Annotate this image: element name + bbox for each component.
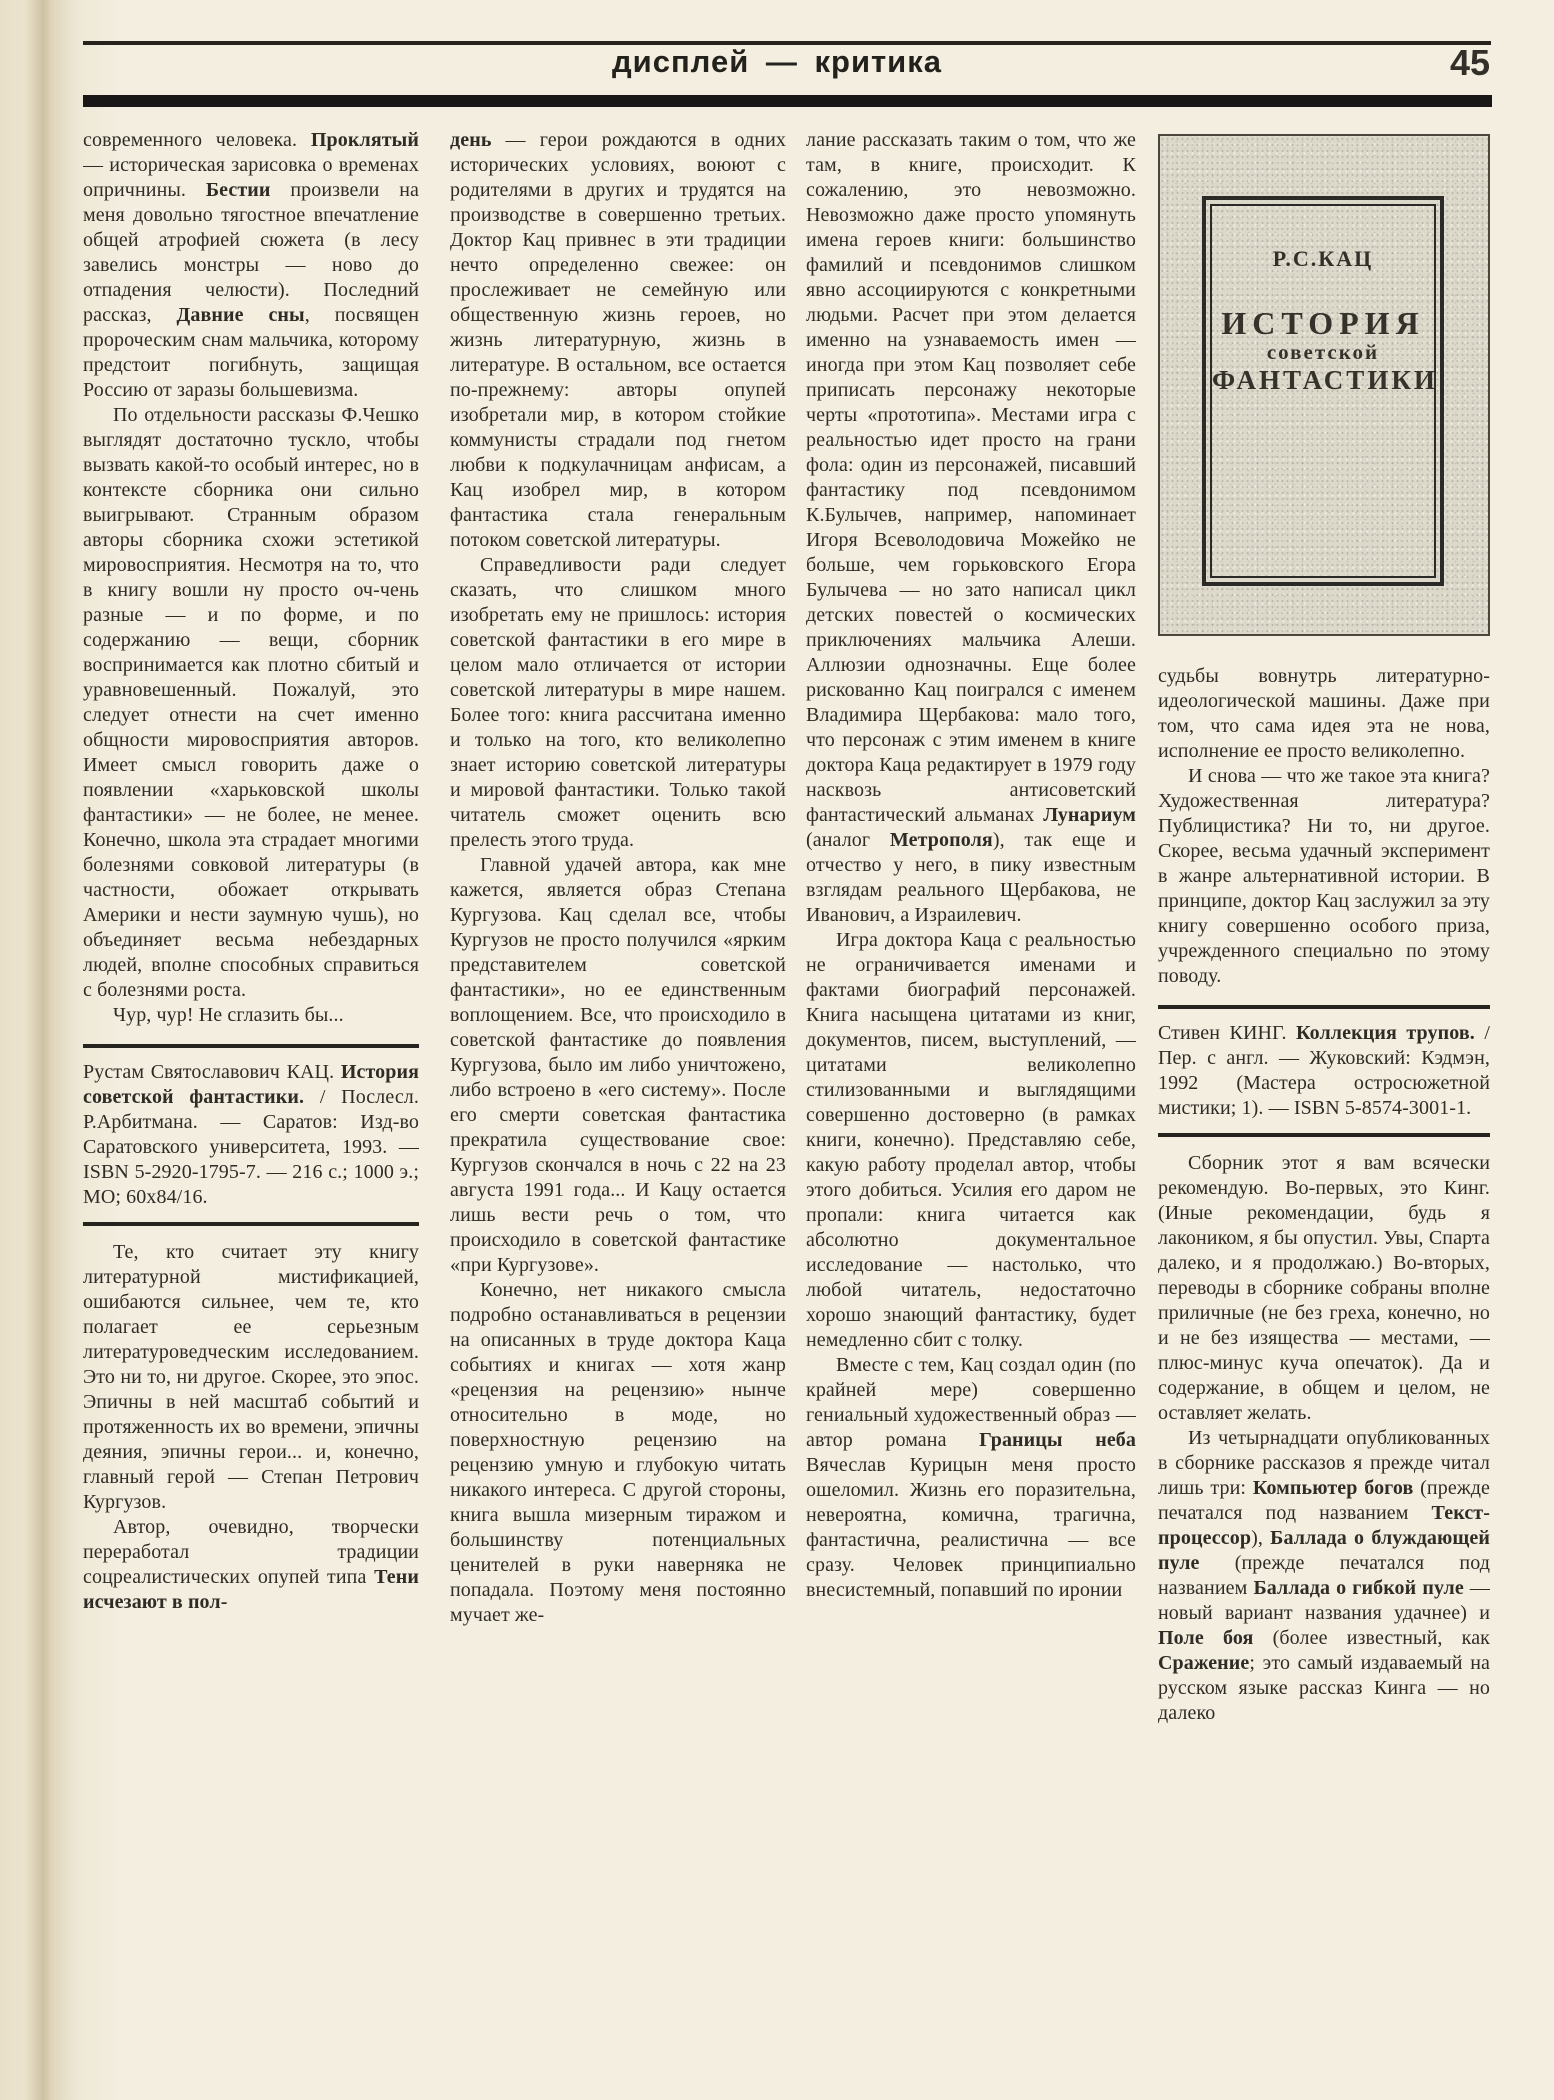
- paragraph: Чур, чур! Не сглазить бы...: [113, 1004, 344, 1026]
- paragraph: Справедливости ради следует сказать, что слишком много изобретать ему не пришлось: история советской фантастики в его мире в целом мало отличается от истории советской литературы в мире нашем. Более того: книга рассчитана именно и только на того, кто великолепно знает историю советской литературы и мировой фантастики. Только такой читатель сможет оценить всю прелесть этого труда.: [450, 554, 786, 851]
- book-cover-title-line2: советской: [1266, 340, 1380, 364]
- text-column-4: [1158, 128, 1490, 2068]
- book-cover-frame: [1202, 196, 1444, 586]
- paragraph: Автор, очевидно, творчески переработал традиции соцреалистических опупей типа Тени исчезают в пол-: [83, 1516, 419, 1613]
- book-cover-title-line1: ИСТОРИЯ: [1221, 305, 1425, 341]
- page-number: 45: [1449, 42, 1490, 83]
- book-cover-image: [1158, 134, 1490, 636]
- section-divider: [1158, 1133, 1490, 1137]
- paragraph: По отдельности рассказы Ф.Чешко выглядят достаточно тускло, чтобы вызвать какой-то особый интерес, но в контексте сборника они сильно выигрывают. Странным образом авторы сборника схожи эстетикой мировосприятия. Несмотря на то, что в книгу вошли ну просто оч-чень разные — и по форме, и по содержанию — вещи, сборник воспринимается как плотно сбитый и уравновешенный. Пожалуй, это следует отнести на счет именно общности мировосприятия авторов. Имеет смысл говорить даже о появлении «харьковской школы фантастики» — не более, не менее. Конечно, школа эта страдает многими болезнями совковой литературы (в частности, обожает открывать Америки и нести заумную чушь), но объединяет весьма небездарных людей, вполне способных справиться с болезнями роста.: [83, 404, 419, 1001]
- paragraph: день — герои рождаются в одних исторических условиях, воюют с родителями в других и трудятся на производстве в совершенно третьих. Доктор Кац привнес в эти традиции нечто определенно свежее: он прослеживает не семейную или общественную жизнь героев, но жизнь литературную, жизнь в литературе. В остальном, все остается по-прежнему: авторы опупей изобретали мир, в котором стойкие коммунисты страдали под гнетом любви к подкулачницам анфисам, а Кац изобрел мир, в котором фантастика стала генеральным потоком советской литературы.: [450, 129, 786, 551]
- section-divider: [83, 1222, 419, 1226]
- text-column-3: [806, 128, 1136, 2068]
- book-cover-frame-inner: [1210, 204, 1436, 578]
- paragraph: судьбы вовнутрь литературно-идеологической машины. Даже при том, что сама идея эта не нова, исполнение ее просто великолепно.: [1158, 665, 1490, 762]
- paragraph: современного человека. Проклятый — историческая зарисовка о временах опричнины. Бестии произвели на меня довольно тягостное впечатление общей атрофией сюжета (в лесу завелись монстры — ново до отпадения челюсти). Последний рассказ, Давние сны, посвящен пророческим снам мальчика, которому предстоит погибнуть, защищая Россию от заразы большевизма.: [83, 129, 419, 401]
- text-column-1: [83, 128, 419, 2068]
- book-cover-title-line3: ФАНТАСТИКИ: [1212, 365, 1438, 395]
- section-divider: [1158, 1005, 1490, 1009]
- bibliography-entry-king: Стивен КИНГ. Коллекция трупов. / Пер. с англ. — Жуковский: Кэдмэн, 1992 (Мастера остросюжетной мистики; 1). — ISBN 5-8574-3001-1.: [1158, 1022, 1490, 1119]
- paragraph: И снова — что же такое эта книга? Художественная литература? Публицистика? Ни то, ни другое. Скорее, весьма удачный эксперимент в жанре альтернативной истории. В принципе, доктор Кац заслужил за эту книгу совершенно особого приза, учрежденного специально по этому поводу.: [1158, 765, 1490, 987]
- paragraph: Конечно, нет никакого смысла подробно останавливаться в рецензии на описанных в труде доктора Каца событиях и книгах — хотя жанр «рецензия на рецензию» нынче относительно в моде, но поверхностную рецензию на рецензию умную и глубокую читать никакого интереса. С другой стороны, книга вышла мизерным тиражом и большинству потенциальных ценителей в руки наверняка не попадала. Поэтому меня постоянно мучает же-: [450, 1279, 786, 1626]
- paragraph: лание рассказать таким о том, что же там, в книге, происходит. К сожалению, это невозможно. Невозможно даже просто упомянуть имена героев книги: большинство фамилий и псевдонимов слишком явно ассоциируются с конкретными людьми. Расчет при этом делается именно на узнаваемость имен — иногда при этом Кац позволяет себе приписать персонажу некоторые черты «прототипа». Местами игра с реальностью идет просто на грани фола: один из персонажей, писавший фантастику под псевдонимом К.Булычев, например, напоминает Игоря Всеволодовича Можейко не больше, чем горьковского Егора Булычева — но зато написал цикл детских повестей о космических приключениях мальчика Алеши. Аллюзии однозначны. Еще более рискованно Кац поигрался с именем Владимира Щербакова: мало того, что персонаж с этим именем в книге доктора Каца редактирует в 1979 году насквозь антисоветский фантастический альманах Лунариум (аналог Метрополя), так еще и отчество у него, в пику известным взглядам реального Щербакова, не Иванович, а Израилевич.: [806, 129, 1136, 926]
- section-divider: [83, 1044, 419, 1048]
- header-bottom-rule: [83, 95, 1492, 107]
- paragraph: Главной удачей автора, как мне кажется, является образ Степана Кургузова. Кац сделал все, чтобы Кургузов не просто получился «ярким представителем советской фантастики», но ее единственным воплощением. Все, что происходило в советской фантастике до появления Кургузова, было им либо уничтожено, либо встроено в «его систему». После его смерти советская фантастика прекратила существование свое: Кургузов скончался в ночь с 22 на 23 августа 1991 года... И Кацу остается лишь вести речь о том, что происходило в советской фантастике «при Кургузове».: [450, 854, 786, 1276]
- paragraph: Игра доктора Каца с реальностью не ограничивается именами и фактами биографий персонажей. Книга насыщена цитатами из книг, документов, писем, выступлений, — цитатами великолепно стилизованными и выглядящими совершенно достоверно (в рамках книги, конечно). Представляю себе, какую работу проделал автор, чтобы этого добиться. Усилия его даром не пропали: книга читается как абсолютно документальное исследование — настолько, что любой читатель, недостаточно хорошо знающий фантастику, будет немедленно сбит с толку.: [806, 929, 1136, 1351]
- paragraph: Те, кто считает эту книгу литературной мистификацией, ошибаются сильнее, чем те, кто полагает ее серьезным литературоведческим исследованием. Это ни то, ни другое. Скорее, это эпос. Эпичны в ней масштаб событий и протяженность их во времени, эпичны деяния, эпичны герои... и, конечно, главный герой — Степан Петрович Кургузов.: [83, 1241, 419, 1513]
- text-column-2: [450, 128, 786, 2068]
- paragraph: Вместе с тем, Кац создал один (по крайней мере) совершенно гениальный художественный образ — автор романа Границы неба Вячеслав Курицын меня просто ошеломил. Жизнь его поразительна, невероятна, комична, трагична, фантастична, реалистична — все сразу. Человек принципиально внесистемный, попавший по иронии: [806, 1354, 1136, 1601]
- bibliography-entry-katz: Рустам Святославович КАЦ. История советской фантастики. / Послесл. Р.Арбитмана. — Саратов: Изд-во Саратовского университета, 1993. — ISBN 5-2920-1795-7. — 216 с.; 1000 э.; МО; 60х84/16.: [83, 1061, 419, 1208]
- book-cover-author: Р.С.КАЦ: [1272, 246, 1374, 271]
- paragraph: Сборник этот я вам всячески рекомендую. Во-первых, это Кинг. (Иные рекомендации, будь я лакоником, я бы опустил. Увы, Спарта далеко, и я продолжаю.) Во-вторых, переводы в сборнике собраны вполне приличные (не без греха, конечно, но и не без изящества — местами, — плюс-минус куча опечаток). Да и содержание, в общем и целом, не оставляет желать.: [1158, 1152, 1490, 1424]
- paragraph: Из четырнадцати опубликованных в сборнике рассказов я прежде читал лишь три: Компьютер богов (прежде печатался под названием Текст-процессор), Баллада о блуждающей пуле (прежде печатался под названием Баллада о гибкой пуле — новый вариант названия удачнее) и Поле боя (более известный, как Сражение; это самый издаваемый на русском языке рассказ Кинга — но далеко: [1158, 1427, 1490, 1724]
- page-header-title: дисплей — критика: [611, 44, 942, 79]
